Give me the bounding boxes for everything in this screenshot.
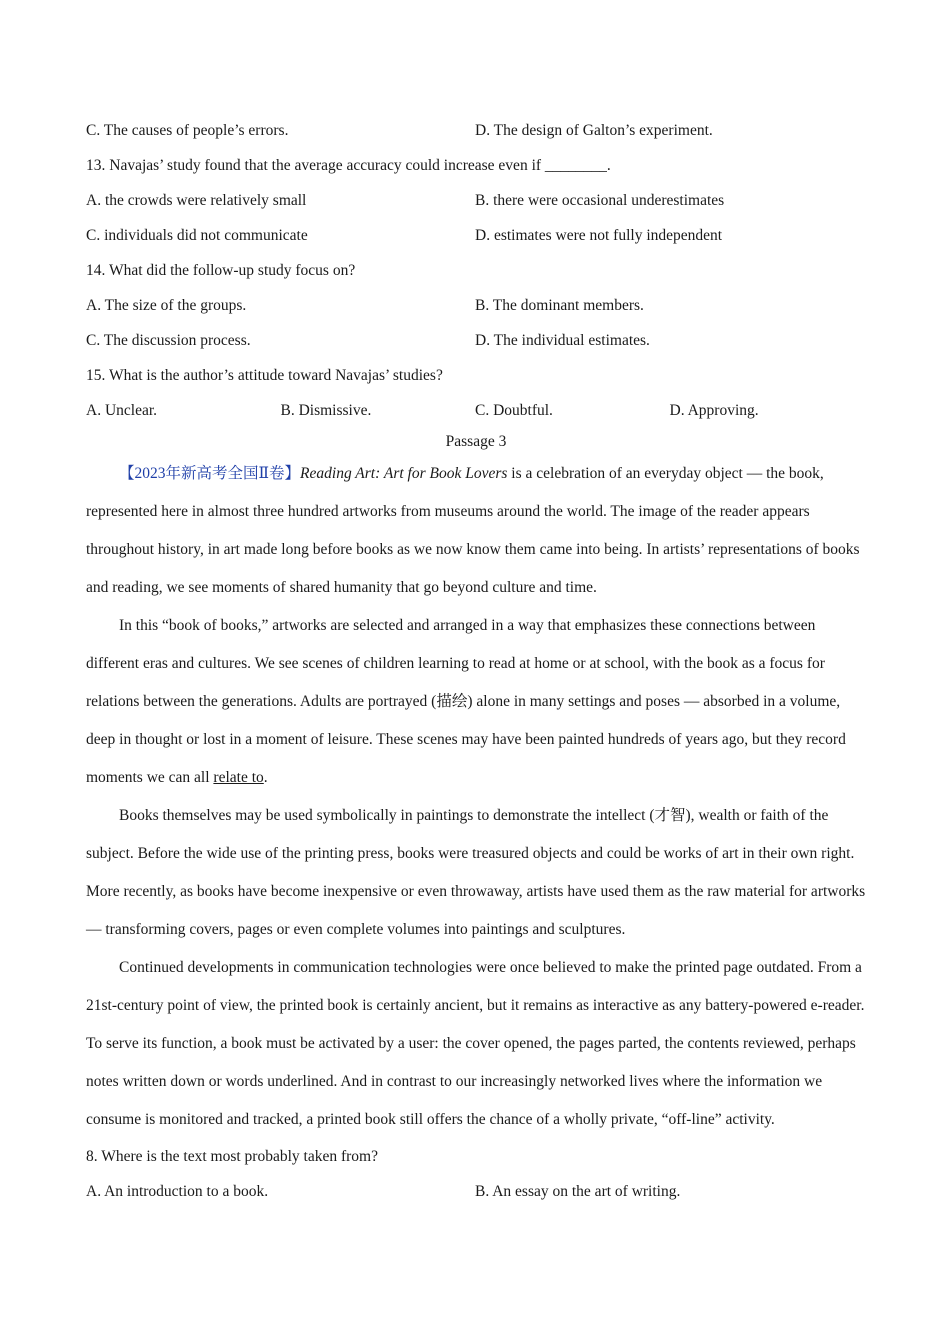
q15-option-b: B. Dismissive. [280,401,372,419]
passage-paragraph-3: Books themselves may be used symbolically in paintings to demonstrate the intellect (才智), wealth or faith of the subject. Before the wide use of the printing press, books were treasured objects and could be works of art in their own right. More recently, as books have become inexpensive or even throwaway, artists have used them as the raw material for artworks — transforming covers, pages or even complete volumes into paintings and sculptures. [86,807,866,938]
passage-paragraph-2 [86,607,866,797]
q8-option-b: B. An essay on the art of writing. [475,1182,681,1200]
source-tag: 【2023年新高考全国Ⅱ卷】 [119,465,301,482]
q13-option-a: A. the crowds were relatively small [86,191,307,209]
q12-option-d: D. The design of Galton’s experiment. [475,121,713,139]
q13-option-c: C. individuals did not communicate [86,226,308,244]
document-page [86,113,866,1209]
q12-option-c: C. The causes of people’s errors. [86,121,289,139]
underlined-phrase: relate to [213,769,264,786]
q15-option-d: D. Approving. [669,401,759,419]
q8-option-a: A. An introduction to a book. [86,1182,269,1200]
q13-stem: 13. Navajas’ study found that the average accuracy could increase even if ________. [86,157,611,174]
q13-option-b: B. there were occasional underestimates [475,191,725,209]
q15-option-a: A. Unclear. [86,401,158,419]
q15-stem: 15. What is the author’s attitude toward Navajas’ studies? [86,367,443,384]
q14-options-row-ab [86,288,866,323]
q14-options-row-cd [86,323,866,358]
passage-paragraph-4: Continued developments in communication technologies were once believed to make the printed page outdated. From a 21st-century point of view, the printed book is certainly ancient, but it remains as interactive as any battery-powered e-reader. To serve its function, a book must be activated by a user: the cover opened, the pages parted, the contents reviewed, perhaps notes written down or words underlined. And in contrast to our increasingly networked lives where the information we consume is monitored and tracked, a printed book still offers the chance of a wholly private, “off-line” activity. [86,959,865,1128]
q14-stem: 14. What did the follow-up study focus on? [86,262,356,279]
q14-option-c: C. The discussion process. [86,331,251,349]
q13-options-row-cd [86,218,866,253]
paragraph-1-text: is a celebration of an everyday object — the book, represented here in almost three hundred artworks from museums around the world. The image of the reader appears throughout history, in art made long before books as we now know them came into being. In artists’ representations of books and reading, we see moments of shared humanity that go beyond culture and time. [86,465,860,596]
q14-option-a: A. The size of the groups. [86,296,247,314]
q15-options-row [86,393,866,428]
q8-stem: 8. Where is the text most probably taken from? [86,1148,378,1165]
q14-option-b: B. The dominant members. [475,296,644,314]
paragraph-2-text: In this “book of books,” artworks are selected and arranged in a way that emphasizes these connections between different eras and cultures. We see scenes of children learning to read at home or at school, with the book as a focus for relations between the generations. Adults are portrayed (描绘) alone in many settings and poses — absorbed in a volume, deep in thought or lost in a moment of leisure. These scenes may have been painted hundreds of years ago, but they record moments we can all [86,617,846,786]
passage-paragraph-1 [86,455,866,607]
q12-options-row-cd [86,113,866,148]
q15-option-c: C. Doubtful. [475,401,553,419]
paragraph-2-end: . [263,769,268,786]
passage-heading: Passage 3 [445,433,507,450]
q14-option-d: D. The individual estimates. [475,331,650,349]
q13-options-row-ab [86,183,866,218]
q8-options-row-ab [86,1174,866,1209]
book-title: Reading Art: Art for Book Lovers [300,465,508,482]
q13-option-d: D. estimates were not fully independent [475,226,723,244]
